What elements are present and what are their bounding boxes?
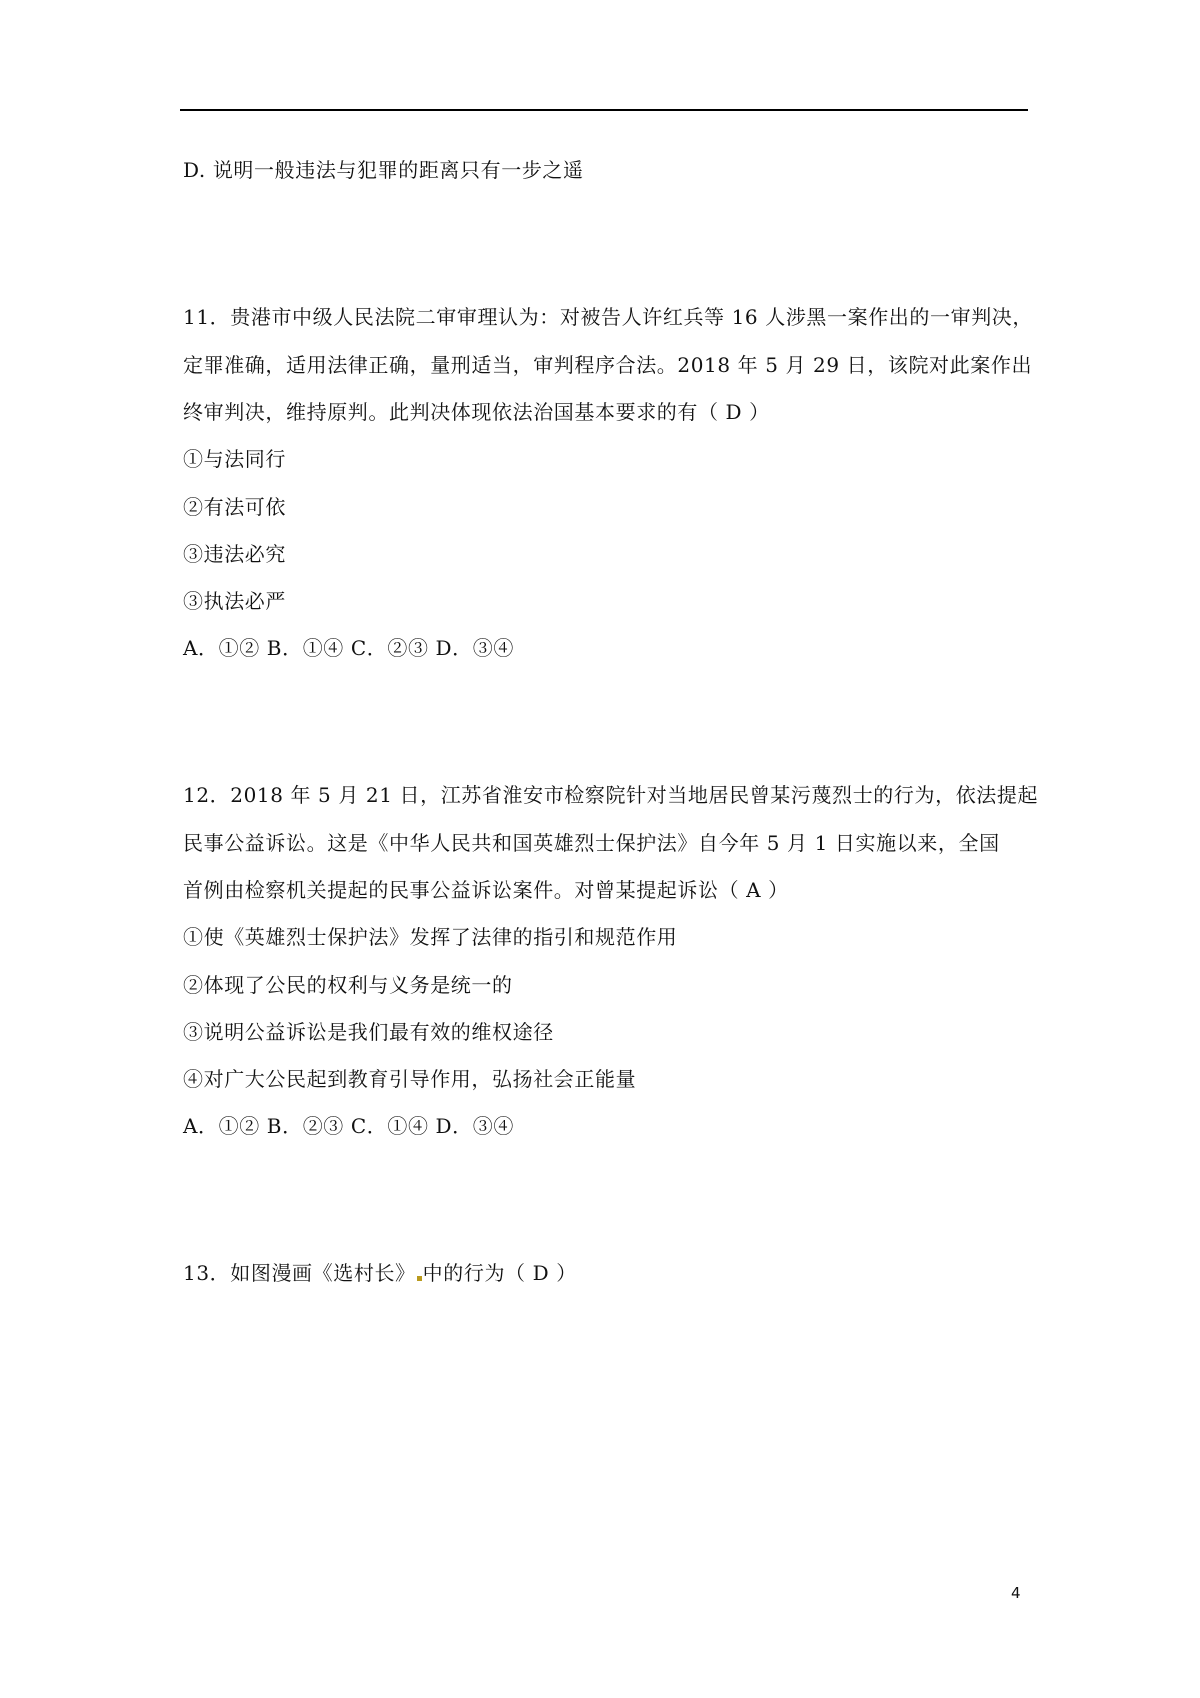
q12-statement-3: ③说明公益诉讼是我们最有效的维权途径	[183, 1020, 554, 1044]
q11-statement-1: ①与法同行	[183, 447, 286, 471]
ink-mark	[417, 1276, 422, 1281]
q11-stem-line-1: 11．贵港市中级人民法院二审审理认为：对被告人许红兵等 16 人涉黑一案作出的一审判决，	[183, 305, 1034, 329]
q12-stem-line-3: 首例由检察机关提起的民事公益诉讼案件。对曾某提起诉讼（ A ）	[183, 878, 789, 902]
q11-options: A．①② B．①④ C．②③ D．③④	[183, 636, 514, 660]
q12-statement-1: ①使《英雄烈士保护法》发挥了法律的指引和规范作用	[183, 925, 678, 949]
q11-stem-line-2: 定罪准确，适用法律正确，量刑适当，审判程序合法。2018 年 5 月 29 日，该院对此案作出	[183, 353, 1033, 377]
q11-statement-3: ③违法必究	[183, 542, 286, 566]
q13-stem-start: 13．如图漫画《选村长》	[183, 1261, 416, 1285]
q11-stem-line-3: 终审判决，维持原判。此判决体现依法治国基本要求的有（ D ）	[183, 400, 770, 424]
q11-statement-2: ②有法可依	[183, 495, 286, 519]
q12-statement-4: ④对广大公民起到教育引导作用，弘扬社会正能量	[183, 1067, 637, 1091]
page-number: 4	[1011, 1584, 1021, 1602]
q13-stem-end: 中的行为（ D ）	[422, 1261, 577, 1285]
q11-statement-4: ③执法必严	[183, 589, 286, 613]
q12-options: A．①② B．②③ C．①④ D．③④	[183, 1114, 514, 1138]
option-d-previous: D. 说明一般违法与犯罪的距离只有一步之遥	[183, 158, 584, 182]
q13-stem	[183, 1259, 577, 1287]
q12-statement-2: ②体现了公民的权利与义务是统一的	[183, 973, 513, 997]
q12-stem-line-2: 民事公益诉讼。这是《中华人民共和国英雄烈士保护法》自今年 5 月 1 日实施以来，全国	[183, 831, 1000, 855]
header-rule	[180, 109, 1028, 111]
q12-stem-line-1: 12．2018 年 5 月 21 日，江苏省淮安市检察院针对当地居民曾某污蔑烈士的行为，依法提起	[183, 783, 1039, 807]
